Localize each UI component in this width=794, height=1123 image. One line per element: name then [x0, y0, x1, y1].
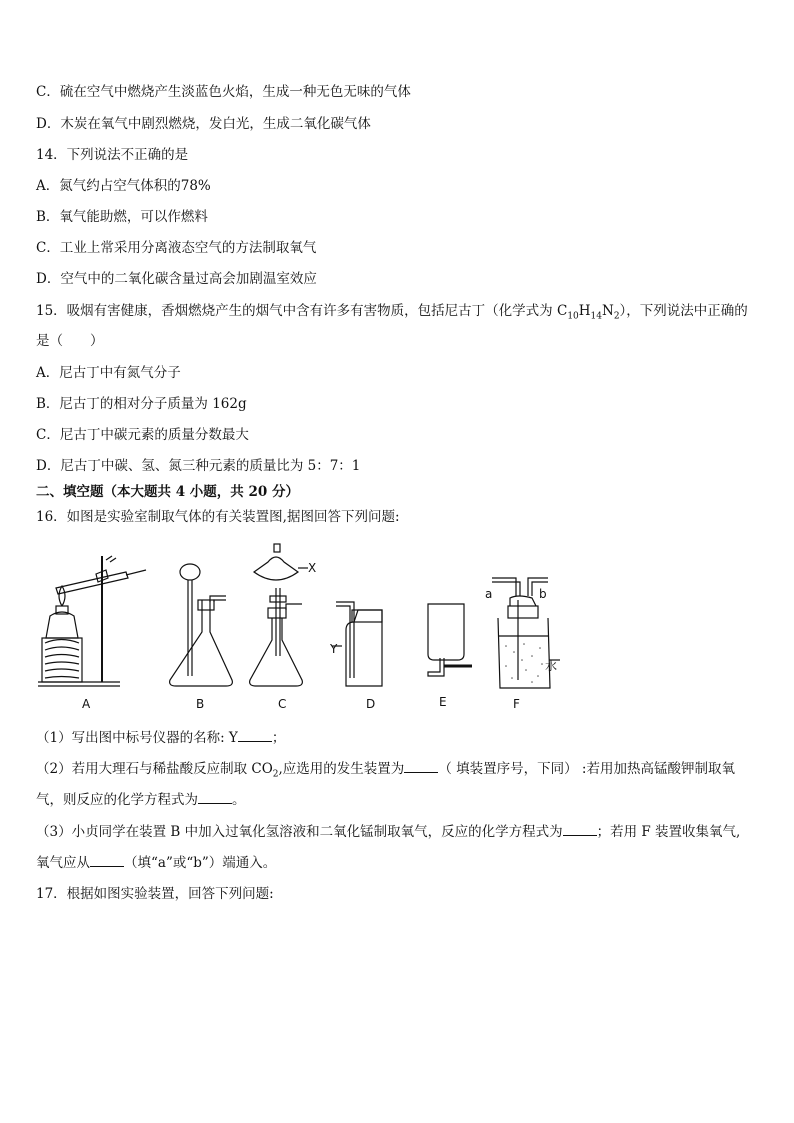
q16-part-3: （3）小贞同学在装置 B 中加入过氧化氢溶液和二氧化锰制取氧气，反应的化学方程式为 ；若用 F 装置收集氧气,: [36, 824, 741, 840]
q15-option-b: B．尼古丁的相对分子质量为 162g: [36, 396, 247, 412]
q14-option-a: A．氮气约占空气体积的78%: [36, 178, 211, 194]
q15-stem: 15．吸烟有害健康，香烟燃烧产生的烟气中含有许多有害物质，包括尼古丁（化学式为 $C_{10}H_{14}N_2$），下列说法中正确的: [36, 303, 748, 322]
q15-option-a: A．尼古丁中有氮气分子: [36, 365, 181, 381]
q15-stem-line2: 是（ ）: [36, 333, 104, 349]
label-d: D: [366, 697, 376, 711]
q14-option-d: D．空气中的二氧化碳含量过高会加剧温室效应: [36, 271, 317, 287]
answer-blank[interactable]: [238, 729, 272, 742]
label-f: F: [513, 697, 520, 711]
q16-part-3-line2: 氧气应从 （填“a”或“b”）端通入。: [36, 855, 277, 871]
q16-part-2: （2）若用大理石与稀盐酸反应制取 $CO_2$,应选用的发生装置为 （ 填装置序号，下同） :若用加热高锰酸钾制取氧: [36, 761, 735, 780]
water-dots: [505, 643, 543, 683]
q14-option-c: C．工业上常采用分离液态空气的方法制取氧气: [36, 240, 317, 256]
q16-part-1: （1）写出图中标号仪器的名称: Y ；: [36, 730, 286, 746]
apparatus-d: [332, 602, 382, 686]
label-x: X: [308, 561, 317, 575]
label-a-end: a: [485, 587, 493, 601]
apparatus-e: [428, 604, 472, 676]
label-b-end: b: [539, 587, 547, 601]
label-a: A: [82, 697, 91, 711]
answer-blank[interactable]: [404, 760, 438, 773]
answer-blank[interactable]: [198, 791, 232, 804]
lab-apparatus-figure: [36, 538, 566, 716]
apparatus-b: [170, 564, 233, 686]
apparatus-c: [250, 544, 308, 686]
answer-blank[interactable]: [90, 854, 124, 867]
q16-part-2-line2: 气，则反应的化学方程式为 。: [36, 792, 246, 808]
section-2-title: 二、填空题（本大题共 4 小题，共 20 分）: [36, 484, 299, 500]
q14-option-b: B．氧气能助燃，可以作燃料: [36, 209, 208, 225]
label-c: C: [278, 697, 287, 711]
label-b: B: [196, 697, 205, 711]
q16-stem: 16．如图是实验室制取气体的有关装置图,据图回答下列问题:: [36, 509, 400, 525]
q15-option-c: C．尼古丁中碳元素的质量分数最大: [36, 427, 249, 443]
label-water: 水: [545, 659, 558, 673]
apparatus-a: [38, 556, 146, 686]
q13-option-c: C．硫在空气中燃烧产生淡蓝色火焰，生成一种无色无味的气体: [36, 84, 411, 100]
q17-stem: 17．根据如图实验装置，回答下列问题:: [36, 886, 274, 902]
q14-stem: 14．下列说法不正确的是: [36, 147, 189, 163]
q13-option-d: D．木炭在氧气中剧烈燃烧，发白光，生成二氧化碳气体: [36, 116, 371, 132]
label-y: Y: [330, 642, 338, 656]
q15-option-d: D．尼古丁中碳、氢、氮三种元素的质量比为 5：7：1: [36, 458, 361, 474]
answer-blank[interactable]: [563, 823, 597, 836]
label-e: E: [439, 695, 447, 709]
